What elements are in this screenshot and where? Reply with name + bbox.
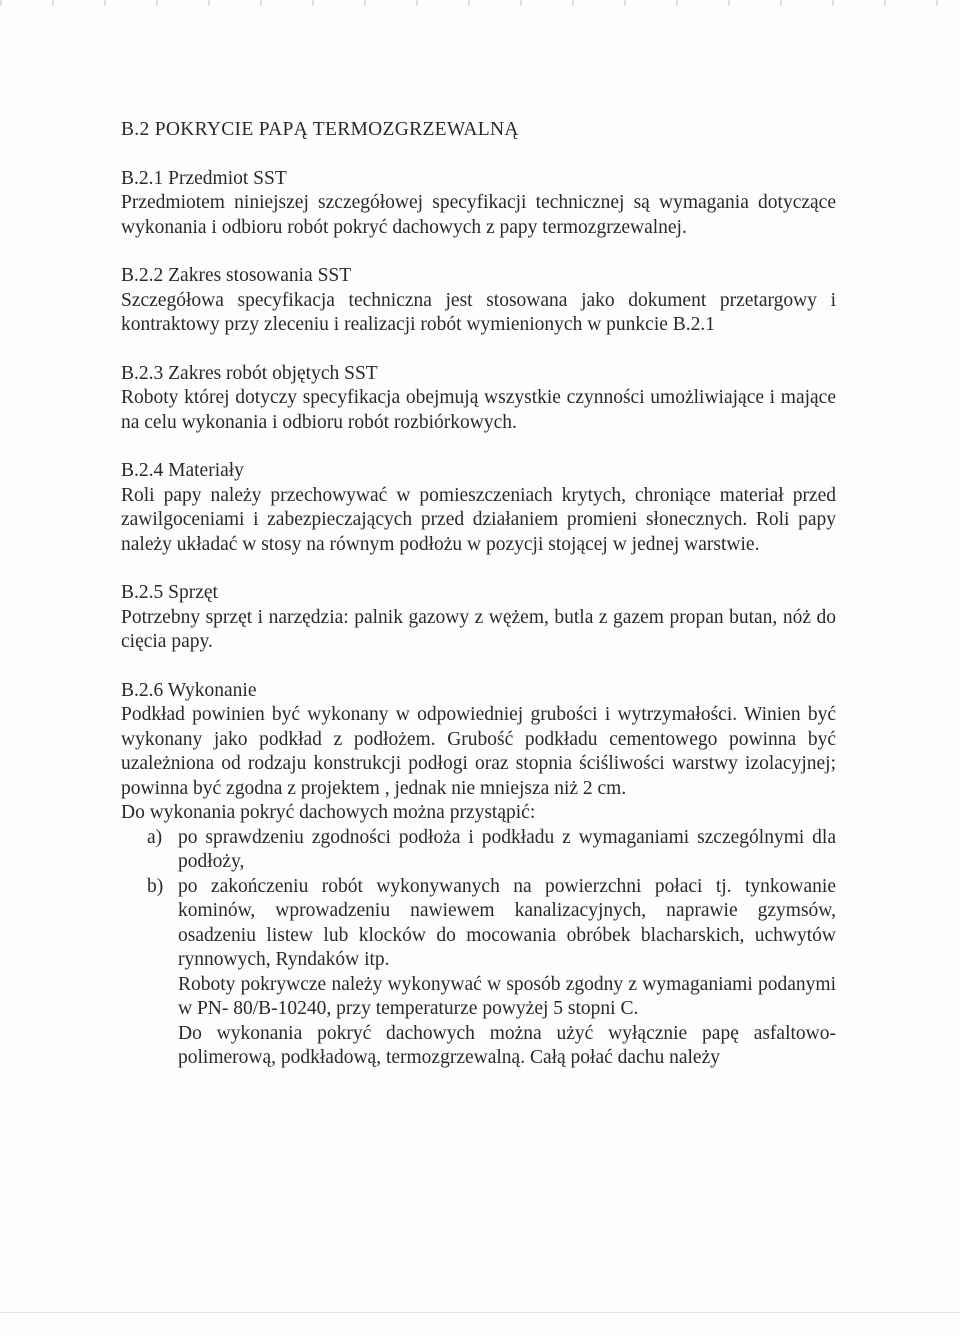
section-b24 [121,459,836,557]
section-b25 [121,581,836,655]
section-heading: B.2.6 Wykonanie [121,679,257,701]
section-heading: B.2.3 Zakres robót objętych SST [121,362,378,384]
list-item [121,875,836,1071]
list-marker: a) [147,826,163,848]
section-b22 [121,264,836,338]
section-body: Przedmiotem niniejszej szczegółowej specyfikacji technicznej są wymagania dotyczące wykonania i odbioru robót pokryć dachowych z papy termozgrzewalnej. [121,192,836,238]
section-body: Podkład powinien być wykonany w odpowiedniej grubości i wytrzymałości. Winien być wykonany jako podkład z podłożem. Grubość podkładu cementowego powinna być uzależniona od rodzaju konstrukcji podłogi oraz stopnia ściśliwości warstwy izolacyjnej; powinna być zgodna z projektem , jednak nie mniejsza niż 2 cm. [121,704,836,799]
list-item-paragraph: Roboty pokrywcze należy wykonywać w sposób zgodny z wymaganiami podanymi w PN- 80/B-10240, przy temperaturze powyżej 5 stopni C. [178,973,836,1019]
section-heading: B.2.1 Przedmiot SST [121,167,287,189]
section-b23 [121,362,836,436]
section-body: Roli papy należy przechowywać w pomieszczeniach krytych, chroniące materiał przed zawilgoceniami i zabezpieczających przed działaniem promieni słonecznych. Roli papy należy układać w stosy na równym podłożu w pozycji stojącej w jednej warstwie. [121,484,836,555]
execution-list [121,826,836,1071]
scan-bottom-edge [0,1312,960,1313]
execution-intro: Do wykonania pokryć dachowych można przystąpić: [121,802,536,823]
section-body: Szczegółowa specyfikacja techniczna jest stosowana jako dokument przetargowy i kontraktowy przy zleceniu i realizacji robót wymienionych w punkcie B.2.1 [121,289,836,335]
section-body: Potrzebny sprzęt i narzędzia: palnik gazowy z wężem, butla z gazem propan butan, nóż do cięcia papy. [121,606,836,652]
list-marker: b) [147,875,164,897]
document-content [121,118,836,1095]
section-heading: B.2.5 Sprzęt [121,582,218,603]
section-body: Roboty której dotyczy specyfikacja obejmują wszystkie czynności umożliwiające i mające na celu wykonania i odbioru robót rozbiórkowych. [121,387,836,433]
section-b21 [121,167,836,241]
list-item-text: po zakończeniu robót wykonywanych na powierzchni połaci tj. tynkowanie kominów, wprowadzeniu nawiewem kanalizacyjnych, naprawie gzymsów, osadzeniu listew lub klocków do mocowania obróbek blacharskich, uchwytów rynnowych, Ryndaków itp. [178,875,836,970]
document-title: B.2 POKRYCIE PAPĄ TERMOZGRZEWALNĄ [121,119,519,140]
section-b26 [121,679,836,1071]
section-heading: B.2.2 Zakres stosowania SST [121,265,352,286]
list-item-text: po sprawdzeniu zgodności podłoża i podkładu z wymaganiami szczególnymi dla podłoży, [178,826,836,872]
list-item [121,826,836,875]
scan-top-edge [0,0,960,6]
section-heading: B.2.4 Materiały [121,460,244,481]
list-item-paragraph: Do wykonania pokryć dachowych można użyć wyłącznie papę asfaltowo-polimerową, podkładową, termozgrzewalną. Całą połać dachu należy [178,1022,836,1068]
